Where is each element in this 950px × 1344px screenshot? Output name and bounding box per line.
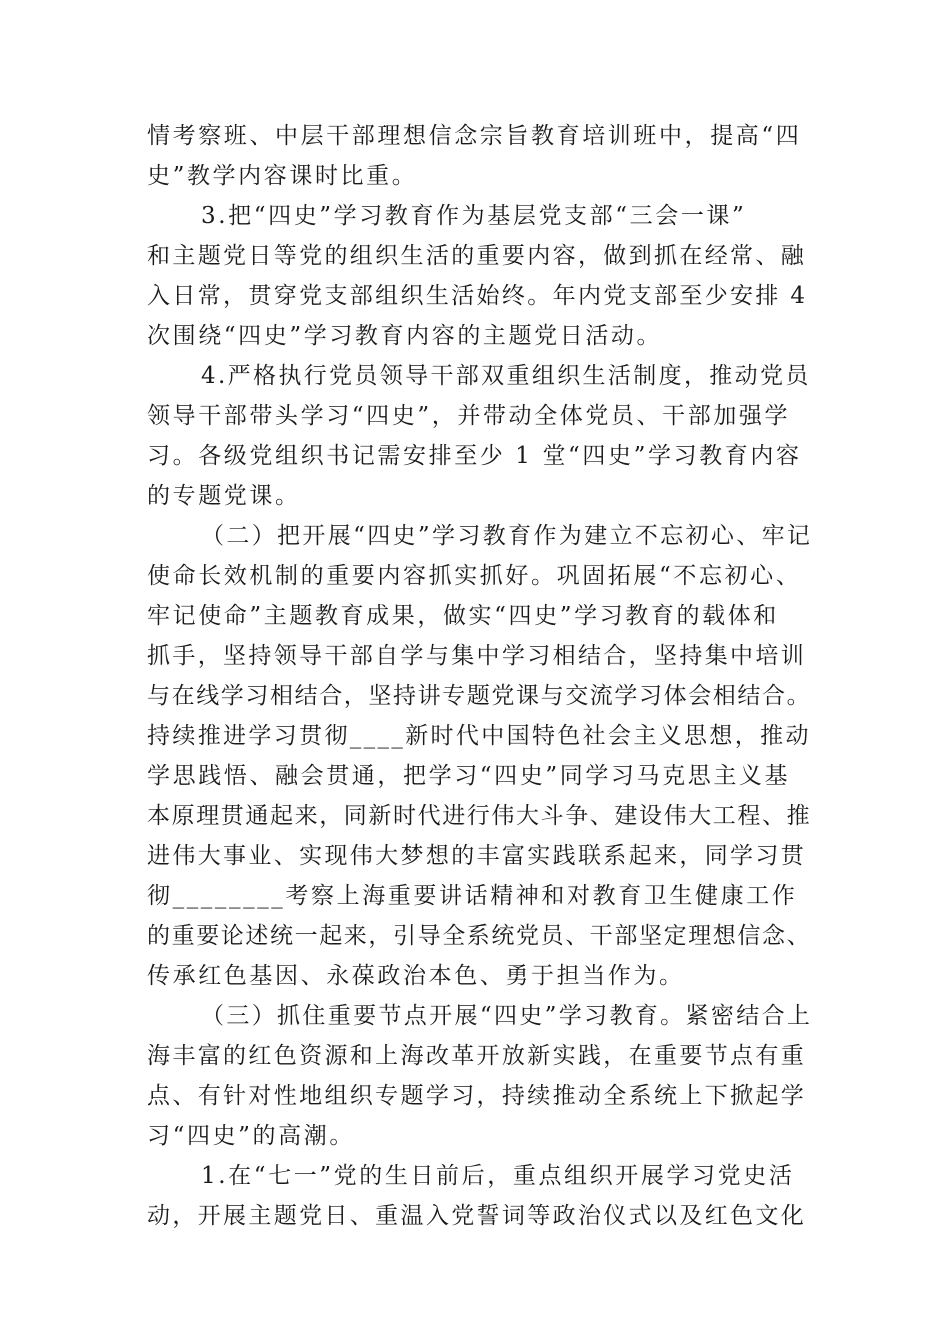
text-line: 抓手，坚持领导干部自学与集中学习相结合，坚持集中培训 — [147, 643, 807, 669]
text-line: 3.把“四史”学习教育作为基层党支部“三会一课” — [201, 203, 747, 229]
text-line: 与在线学习相结合，坚持讲专题党课与交流学习体会相结合。 — [147, 683, 812, 709]
text-line: 的专题党课。 — [147, 483, 301, 509]
text-line: 的重要论述统一起来，引导全系统党员、干部坚定理想信念、 — [147, 923, 812, 949]
document-body — [147, 116, 812, 1236]
text-line: 本原理贯通起来，同新时代进行伟大斗争、建设伟大工程、推 — [147, 803, 812, 829]
text-line: 持续推进学习贯彻____新时代中国特色社会主义思想，推动 — [147, 723, 811, 749]
text-line: 动，开展主题党日、重温入党誓词等政治仪式以及红色文化 — [147, 1203, 807, 1229]
text-line: 彻________考察上海重要讲话精神和对教育卫生健康工作 — [147, 883, 798, 909]
text-line: （二）把开展“四史”学习教育作为建立不忘初心、牢记 — [201, 523, 813, 549]
text-line: 史”教学内容课时比重。 — [147, 163, 418, 189]
text-line: 习“四史”的高潮。 — [147, 1123, 355, 1149]
text-line: 和主题党日等党的组织生活的重要内容，做到抓在经常、融 — [147, 243, 807, 269]
text-line: 习。各级党组织书记需安排至少 1 堂“四史”学习教育内容 — [147, 443, 802, 469]
text-line: （三）抓住重要节点开展“四史”学习教育。紧密结合上 — [201, 1003, 813, 1029]
text-line: 学思践悟、融会贯通，把学习“四史”同学习马克思主义基 — [147, 763, 791, 789]
text-line: 海丰富的红色资源和上海改革开放新实践，在重要节点有重 — [147, 1043, 807, 1069]
text-line: 传承红色基因、永葆政治本色、勇于担当作为。 — [147, 963, 685, 989]
text-line: 4.严格执行党员领导干部双重组织生活制度，推动党员 — [201, 363, 811, 389]
text-line: 次围绕“四史”学习教育内容的主题党日活动。 — [147, 323, 663, 349]
text-line: 入日常，贯穿党支部组织生活始终。年内党支部至少安排 4 — [147, 283, 808, 309]
text-line: 领导干部带头学习“四史”，并带动全体党员、干部加强学 — [147, 403, 791, 429]
text-line: 1.在“七一”党的生日前后，重点组织开展学习党史活 — [201, 1163, 795, 1189]
text-line: 牢记使命”主题教育成果，做实“四史”学习教育的载体和 — [147, 603, 779, 629]
text-line: 情考察班、中层干部理想信念宗旨教育培训班中，提高“四 — [147, 123, 802, 149]
text-line: 使命长效机制的重要内容抓实抓好。巩固拓展“不忘初心、 — [147, 563, 802, 589]
text-line: 进伟大事业、实现伟大梦想的丰富实践联系起来，同学习贯 — [147, 843, 807, 869]
text-line: 点、有针对性地组织专题学习，持续推动全系统上下掀起学 — [147, 1083, 807, 1109]
